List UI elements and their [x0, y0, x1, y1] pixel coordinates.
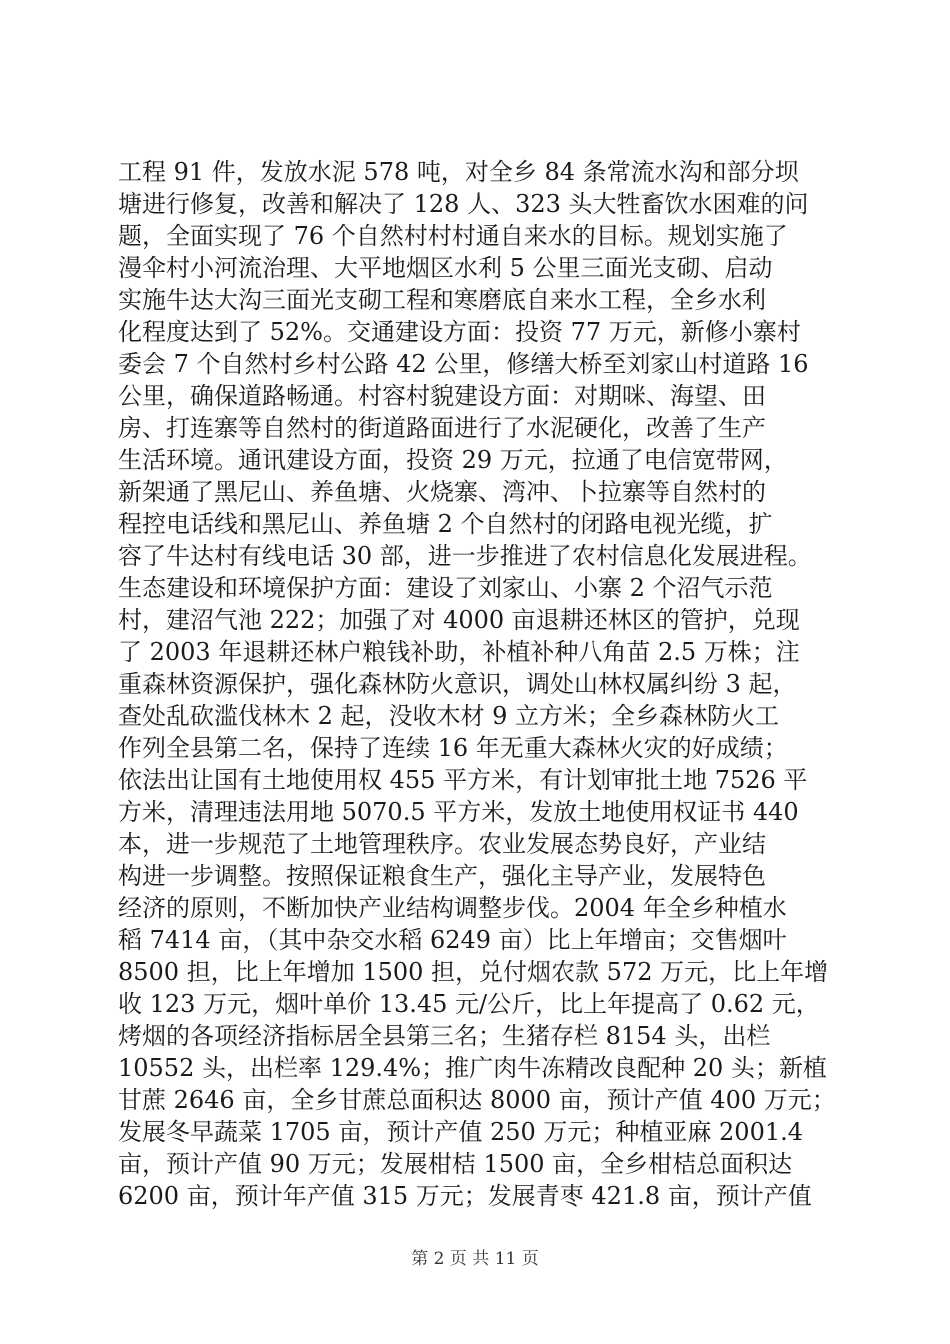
- text-line: 10552 头，出栏率 129.4%；推广肉牛冻精改良配种 20 头；新植: [118, 1054, 827, 1082]
- text-line: 化程度达到了 52%。交通建设方面：投资 77 万元，新修小寨村: [118, 318, 801, 346]
- text-line: 公里，确保道路畅通。村容村貌建设方面：对期咪、海望、田: [118, 382, 766, 410]
- text-line: 房、打连寨等自然村的街道路面进行了水泥硬化，改善了生产: [118, 414, 766, 442]
- page-number-footer: 第 2 页 共 11 页: [411, 1249, 539, 1269]
- text-line: 经济的原则，不断加快产业结构调整步伐。2004 年全乡种植水: [118, 894, 787, 922]
- text-line: 收 123 万元，烟叶单价 13.45 元/公斤，比上年提高了 0.62 元，: [118, 990, 820, 1018]
- text-line: 生活环境。通讯建设方面，投资 29 万元，拉通了电信宽带网，: [118, 446, 788, 474]
- text-line: 稻 7414 亩，（其中杂交水稻 6249 亩）比上年增亩；交售烟叶: [118, 926, 787, 954]
- text-line: 漫伞村小河流治理、大平地烟区水利 5 公里三面光支砌、启动: [118, 254, 773, 282]
- text-line: 依法出让国有土地使用权 455 平方米，有计划审批土地 7526 平: [118, 766, 808, 794]
- text-line: 工程 91 件，发放水泥 578 吨，对全乡 84 条常流水沟和部分坝: [118, 158, 799, 186]
- text-line: 容了牛达村有线电话 30 部，进一步推进了农村信息化发展进程。: [118, 542, 812, 570]
- text-line: 了 2003 年退耕还林户粮钱补助，补植补种八角苗 2.5 万株；注: [118, 638, 800, 666]
- text-line: 重森林资源保护，强化森林防火意识，调处山林权属纠纷 3 起，: [118, 670, 797, 698]
- text-line: 生态建设和环境保护方面：建设了刘家山、小寨 2 个沼气示范: [118, 574, 773, 602]
- text-line: 甘蔗 2646 亩，全乡甘蔗总面积达 8000 亩，预计产值 400 万元；: [118, 1086, 836, 1114]
- text-line: 程控电话线和黑尼山、养鱼塘 2 个自然村的闭路电视光缆，扩: [118, 510, 773, 538]
- text-line: 6200 亩，预计年产值 315 万元；发展青枣 421.8 亩，预计产值: [118, 1182, 812, 1210]
- text-line: 委会 7 个自然村乡村公路 42 公里，修缮大桥至刘家山村道路 16: [118, 350, 809, 378]
- text-line: 构进一步调整。按照保证粮食生产，强化主导产业，发展特色: [118, 862, 766, 890]
- text-line: 作列全县第二名，保持了连续 16 年无重大森林火灾的好成绩；: [118, 734, 788, 762]
- text-line: 本，进一步规范了土地管理秩序。农业发展态势良好，产业结: [118, 830, 766, 858]
- text-line: 发展冬早蔬菜 1705 亩，预计产值 250 万元；种植亚麻 2001.4: [118, 1118, 804, 1146]
- text-line: 新架通了黑尼山、养鱼塘、火烧寨、湾冲、卜拉寨等自然村的: [118, 478, 766, 506]
- text-line: 亩，预计产值 90 万元；发展柑桔 1500 亩，全乡柑桔总面积达: [118, 1150, 793, 1178]
- text-line: 查处乱砍滥伐林木 2 起，没收木材 9 立方米；全乡森林防火工: [118, 702, 780, 730]
- text-line: 村，建沼气池 222；加强了对 4000 亩退耕还林区的管护，兑现: [118, 606, 800, 634]
- text-line: 塘进行修复，改善和解决了 128 人、323 头大牲畜饮水困难的问: [118, 190, 809, 218]
- body-paragraph: [118, 156, 838, 1212]
- text-line: 实施牛达大沟三面光支砌工程和寒磨底自来水工程，全乡水利: [118, 286, 766, 314]
- text-line: 8500 担，比上年增加 1500 担，兑付烟农款 572 万元，比上年增: [118, 958, 829, 986]
- text-line: 烤烟的各项经济指标居全县第三名；生猪存栏 8154 头，出栏: [118, 1022, 771, 1050]
- text-line: 题，全面实现了 76 个自然村村村通自来水的目标。规划实施了: [118, 222, 788, 250]
- text-line: 方米，清理违法用地 5070.5 平方米，发放土地使用权证书 440: [118, 798, 799, 826]
